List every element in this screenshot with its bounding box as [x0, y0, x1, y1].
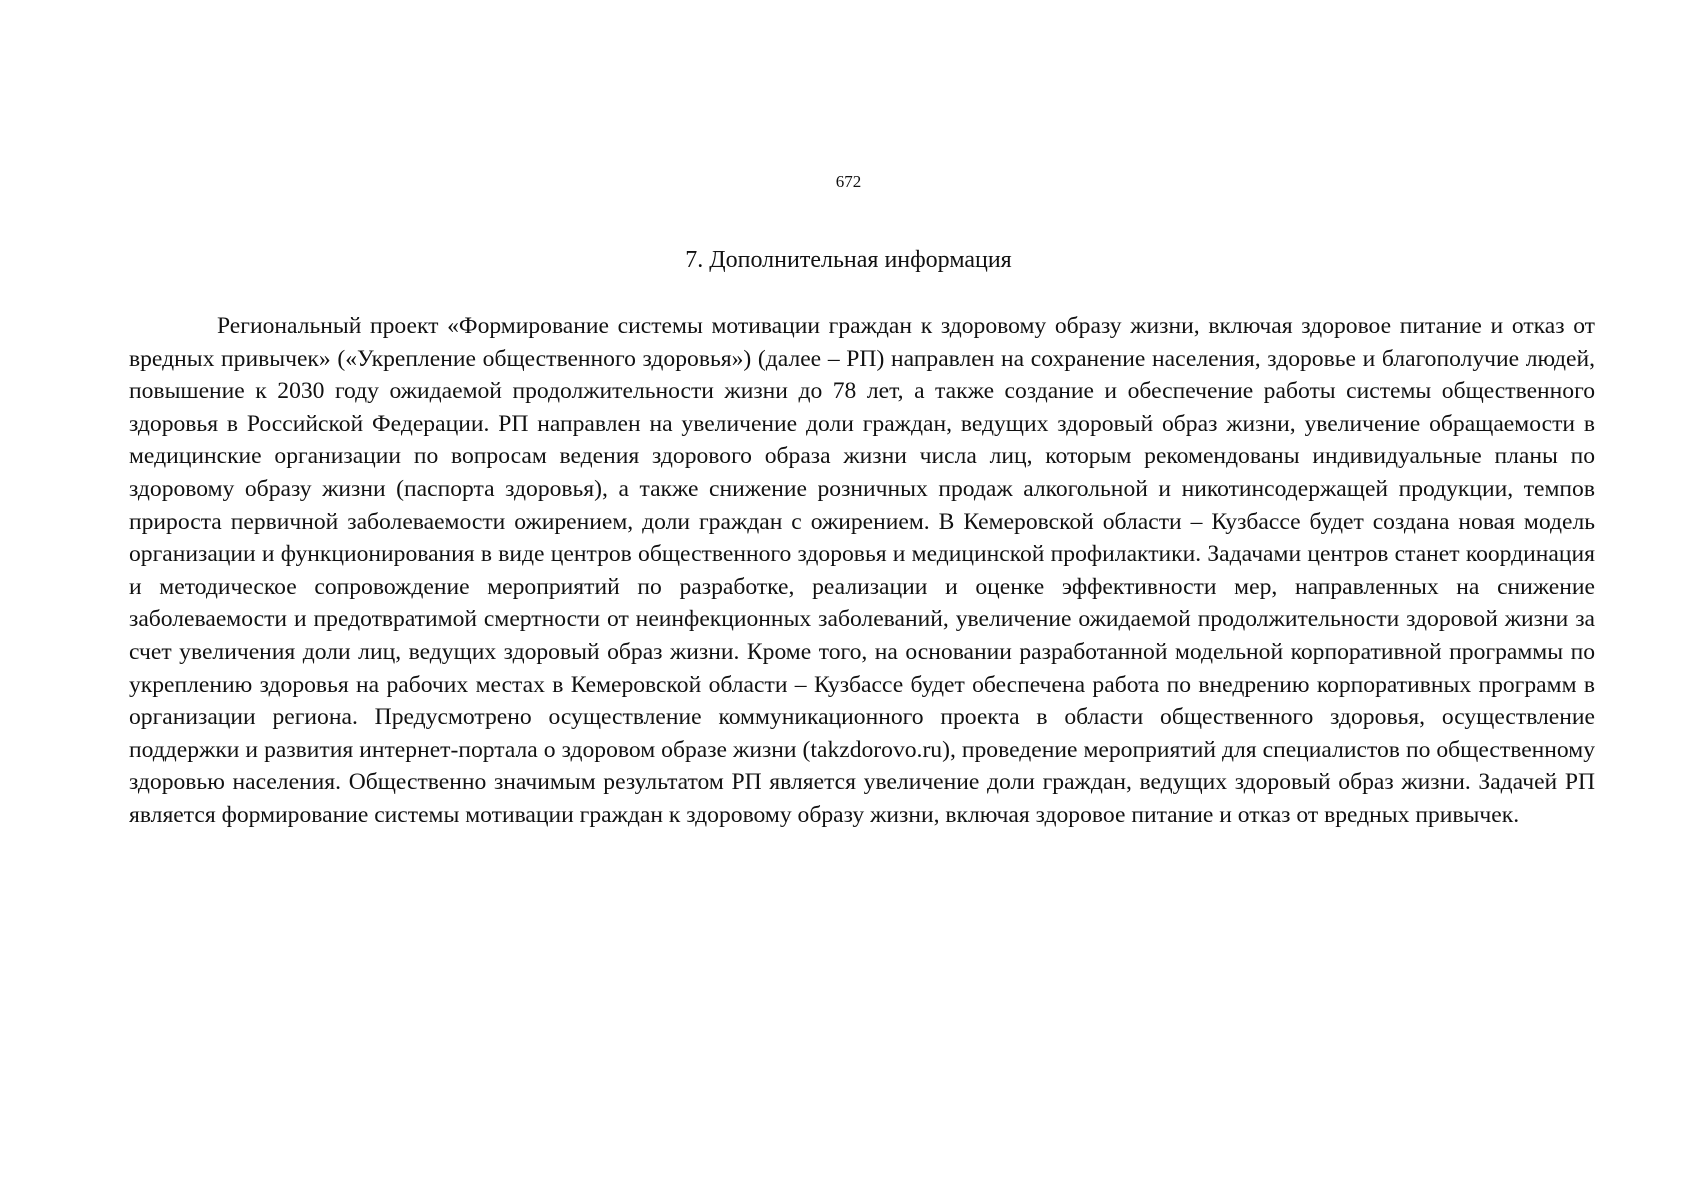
section-title: 7. Дополнительная информация: [685, 247, 1012, 273]
page-number: 672: [835, 172, 862, 191]
body-paragraph: Региональный проект «Формирование системы мотивации граждан к здоровому образу жизни, включая здоровое питание и отказ от вредных привычек» («Укрепление общественного здоровья») (далее – РП) направлен на сохранение населения, здоровье и благополучие людей, повышение к 2030 году ожидаемой продолжительности жизни до 78 лет, а также создание и обеспечение работы системы общественного здоровья в Российской Федерации. РП направлен на увеличение доли граждан, ведущих здоровый образ жизни, увеличение обращаемости в медицинские организации по вопросам ведения здорового образа жизни числа лиц, которым рекомендованы индивидуальные планы по здоровому образу жизни (паспорта здоровья), а также снижение розничных продаж алкогольной и никотинсодержащей продукции, темпов прироста первичной заболеваемости ожирением, доли граждан с ожирением. В Кемеровской области – Кузбассе будет создана новая модель организации и функционирования в виде центров общественного здоровья и медицинской профилактики. Задачами центров станет координация и методическое сопровождение мероприятий по разработке, реализации и оценке эффективности мер, направленных на снижение заболеваемости и предотвратимой смертности от неинфекционных заболеваний, увеличение ожидаемой продолжительности здоровой жизни за счет увеличения доли лиц, ведущих здоровый образ жизни. Кроме того, на основании разработанной модельной корпоративной программы по укреплению здоровья на рабочих местах в Кемеровской области – Кузбассе будет обеспечена работа по внедрению корпоративных программ в организации региона. Предусмотрено осуществление коммуникационного проекта в области общественного здоровья, осуществление поддержки и развития интернет-портала о здоровом образе жизни (takzdorovo.ru), проведение мероприятий для специалистов по общественному здоровью населения. Общественно значимым результатом РП является увеличение доли граждан, ведущих здоровый образ жизни. Задачей РП является формирование системы мотивации граждан к здоровому образу жизни, включая здоровое питание и отказ от вредных привычек.: [129, 313, 1595, 828]
